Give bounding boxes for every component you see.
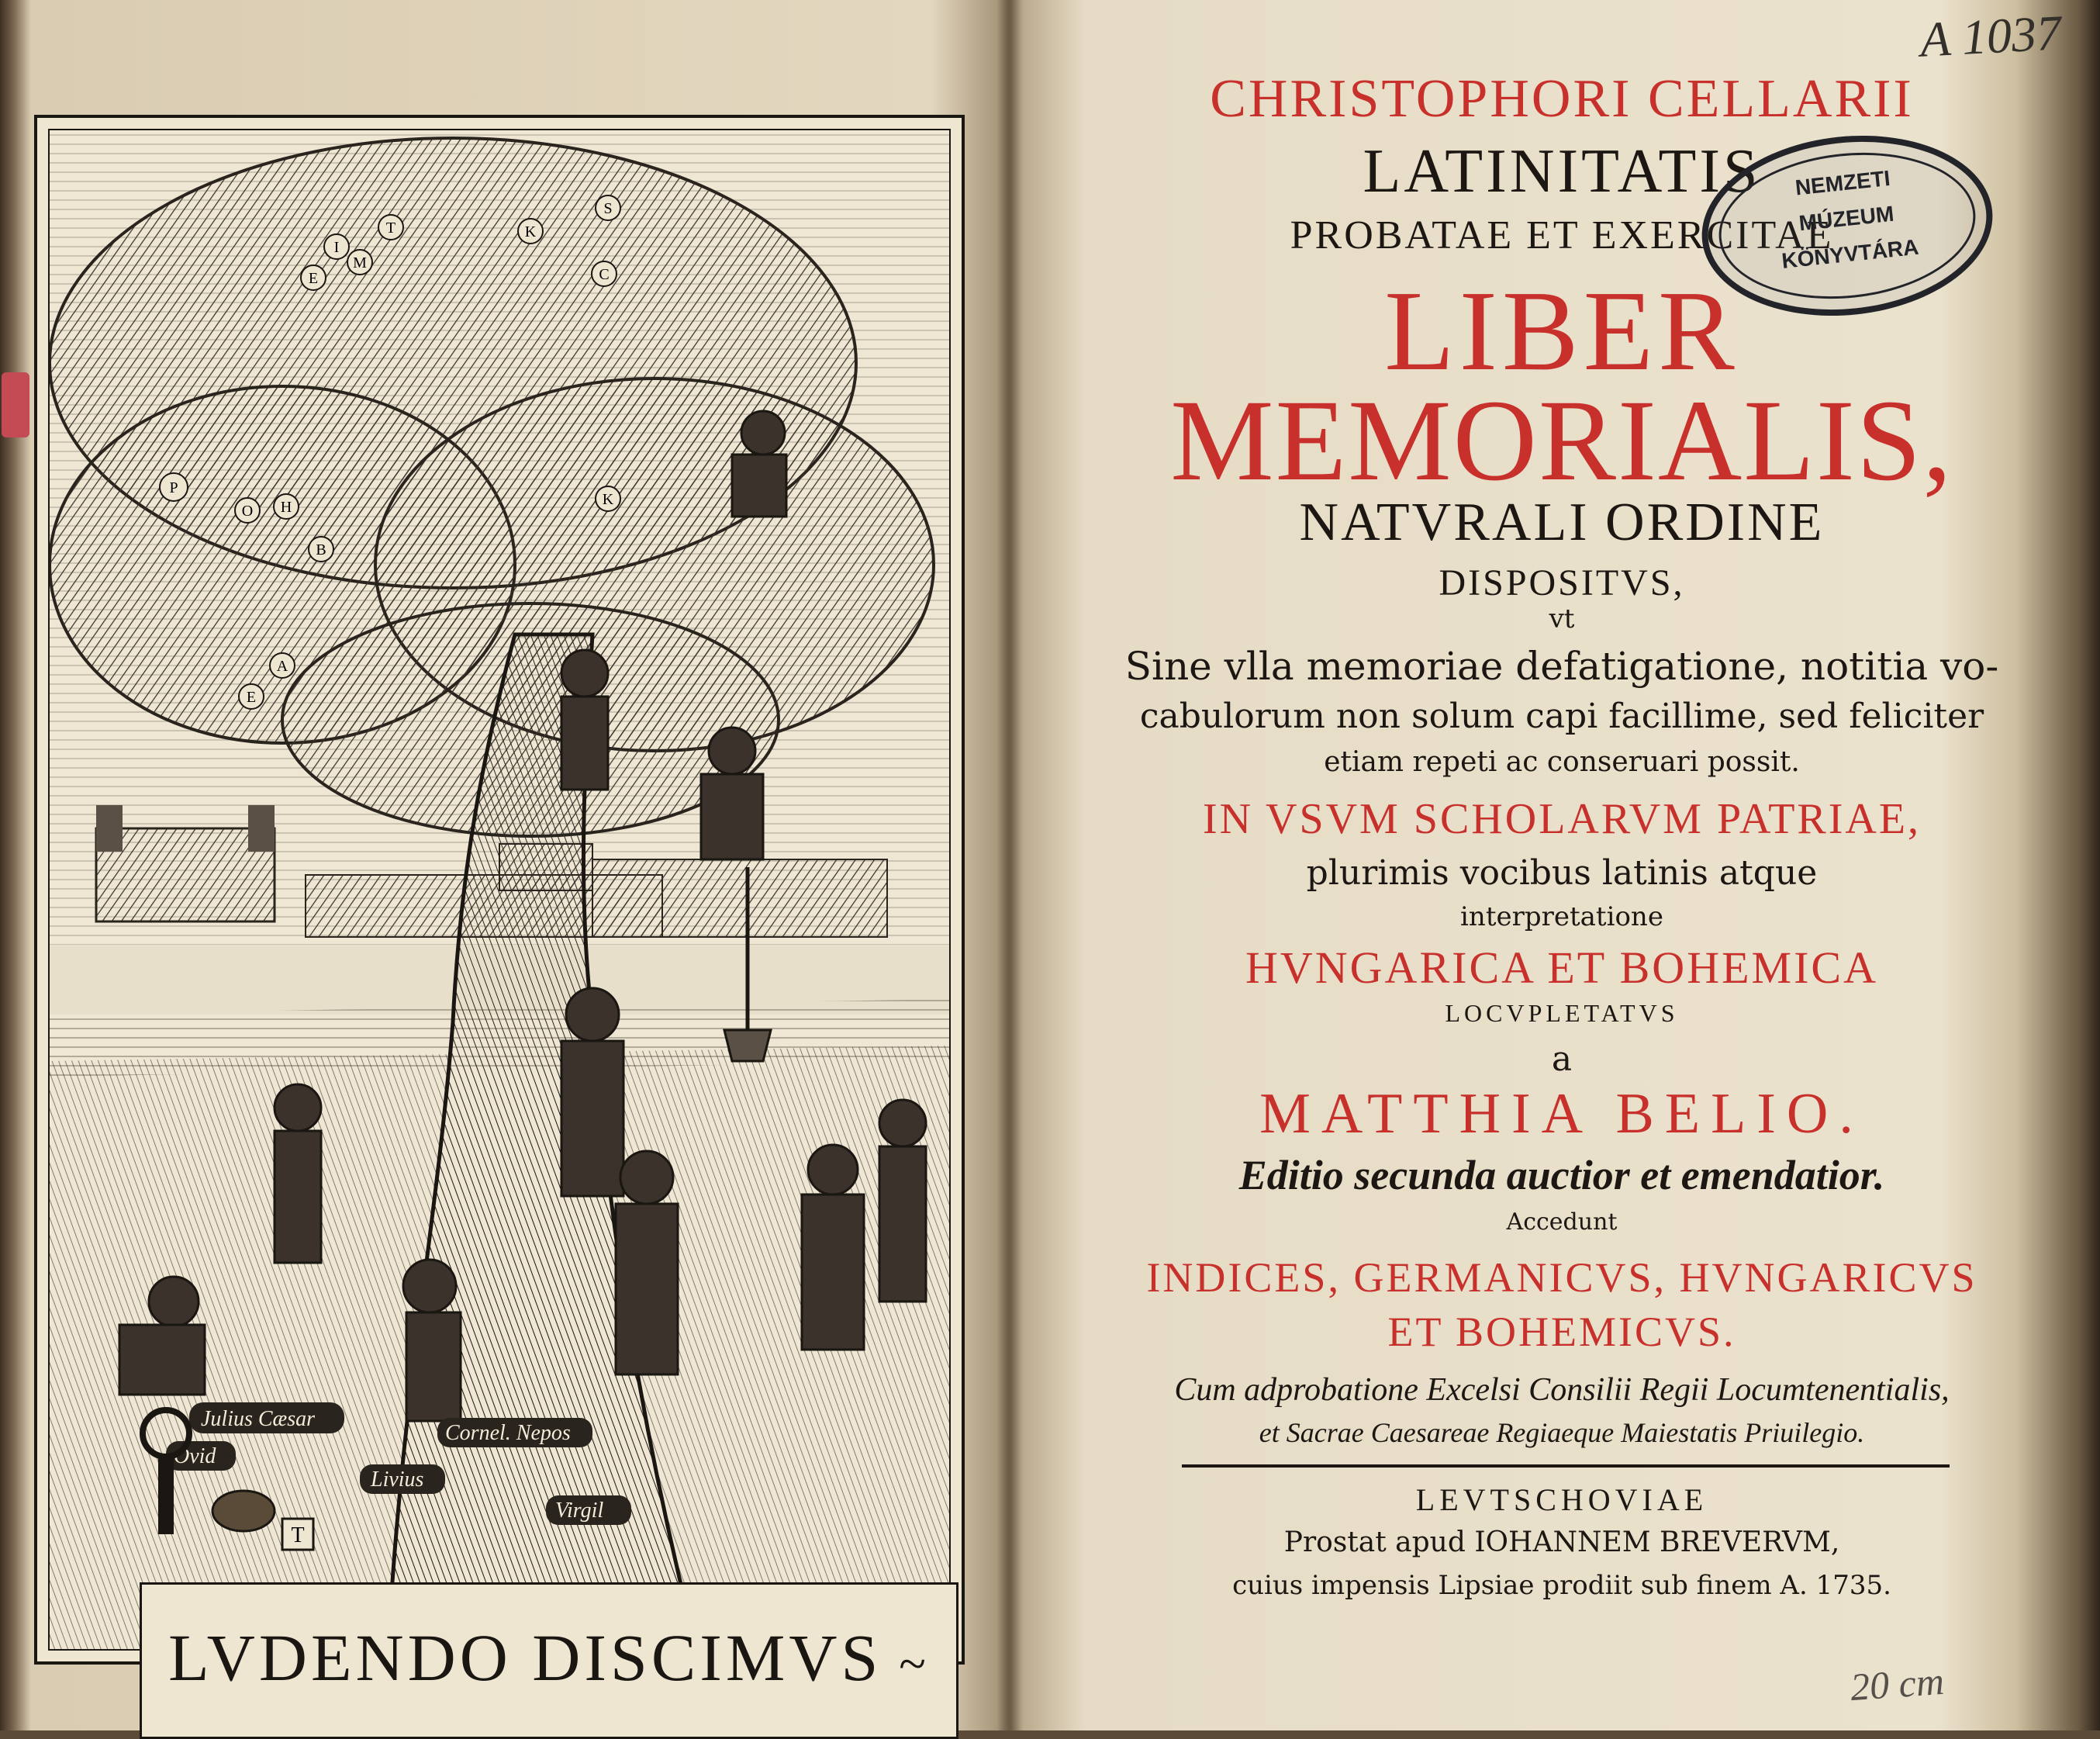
pencil-note: 20 cm [1849,1658,1946,1710]
title-line-plurimis: plurimis vocibus latinis atque [1306,853,1818,893]
title-line-memorialis: MEMORIALIS, [1170,376,1953,505]
title-line-liber: LIBER [1384,268,1739,395]
root-label: Virgil [555,1499,604,1523]
edition-statement: Editio secunda auctior et emendatior. [1238,1152,1885,1198]
title-line-sine-vlla: Sine vlla memoriae defatigatione, notitia vo- [1124,644,1999,689]
motto-text: LVDENDO DISCIMVS [168,1620,882,1695]
fruit-letter: K [524,223,537,240]
imprint-publisher: Prostat apud IOHANNEM BREVERVM, [1283,1526,1840,1558]
flourish-glyph: ~ [899,1636,930,1691]
engraving-illustration [50,130,951,1651]
fruit-letter: S [603,200,613,217]
privilege-line-1: Cum adprobatione Excelsi Consilii Regii Locumtenentialis, [1174,1372,1950,1408]
title-line-accedunt: Accedunt [1506,1208,1618,1236]
title-line-etiam: etiam repeti ac conseruari possit. [1324,746,1800,778]
title-line-interpretatione: interpretatione [1460,901,1663,932]
engraving-frame [48,129,951,1651]
caption-box [140,1582,958,1739]
fruit-letter: B [316,541,326,558]
fruit-letter: H [280,499,292,516]
imprint-place: LEVTSCHOVIAE [1415,1482,1708,1517]
fruit-letter: E [308,270,319,287]
block-letter: T [291,1523,305,1547]
title-line-naturali-ordine: NATVRALI ORDINE [1299,493,1825,552]
stamp-text-line: KÖNYVTÁRA [1781,234,1920,273]
frontispiece-motto [142,1619,956,1696]
fruit-letter: T [385,220,396,237]
fruit-letter: P [169,479,178,496]
title-line-latinitatis: LATINITATIS [1363,137,1761,206]
editor-name: MATTHIA BELIO. [1259,1082,1864,1146]
fruit-letter: C [599,266,610,283]
author-name: CHRISTOPHORI CELLARII [1210,69,1914,129]
root-label: Cornel. Nepos [445,1421,571,1445]
title-line-et-bohemicus: ET BOHEMICVS. [1387,1309,1736,1355]
title-line-dispositus: DISPOSITVS, [1439,562,1685,603]
fruit-letter: O [241,503,254,520]
fruit-letter: A [276,658,288,675]
stamp-text-line: MÚZEUM [1798,201,1895,236]
root-label: Julius Cæsar [201,1407,316,1431]
gutter-shadow [997,0,1024,1730]
title-line-a: a [1551,1039,1573,1079]
root-label: Ovid [174,1444,216,1468]
title-line-in-usum: IN VSVM SCHOLARVM PATRIAE, [1202,795,1922,843]
frontispiece-plate [34,115,965,1695]
fruit-letter: E [246,689,257,706]
imprint-date: cuius impensis Lipsiae prodiit sub finem A. 1735. [1232,1570,1891,1601]
red-margin-tab [2,372,29,437]
title-line-cabulorum: cabulorum non solum capi facillime, sed feliciter [1139,697,1984,736]
root-label: Livius [371,1468,424,1492]
shelfmark: A 1037 [1919,5,2063,67]
imprint-rule [1182,1464,1950,1468]
fruit-letter: K [602,491,614,508]
title-line-probatae: PROBATAE ET EXERCITAE [1290,213,1834,258]
title-line-locupletatus: LOCVPLETATVS [1445,999,1679,1027]
title-line-vt: vt [1549,603,1575,634]
fruit-letter: I [333,239,340,256]
title-line-hungarica: HVNGARICA ET BOHEMICA [1245,942,1878,993]
fruit-letter: M [353,254,367,271]
title-line-indices: INDICES, GERMANICVS, HVNGARICVS [1146,1254,1977,1301]
privilege-line-2: et Sacrae Caesareae Regiaeque Maiestatis Priuilegio. [1259,1417,1865,1448]
stamp-text-line: NEMZETI [1794,165,1891,200]
